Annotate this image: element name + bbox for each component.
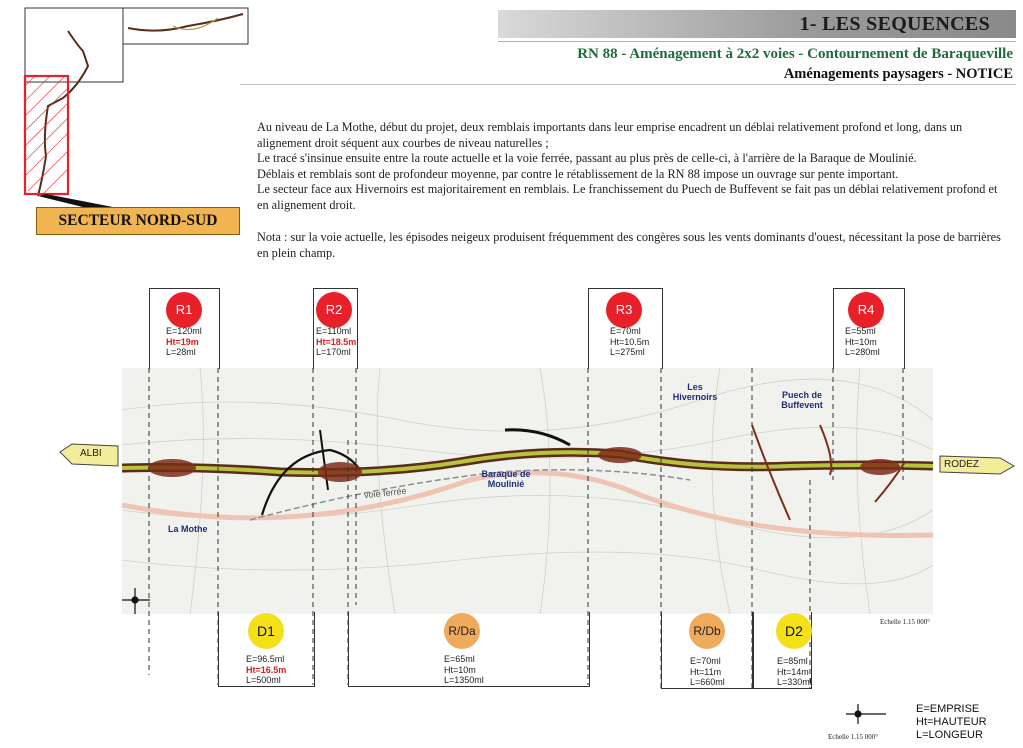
paragraph: Le secteur face aux Hivernoirs est majoritairement en remblais. Le franchissement du Puech de Buffevent se fait pas un déblai relativement profond et en alignement droit. <box>257 182 998 212</box>
remblai-badge: R1 <box>166 292 202 328</box>
stat-emprise: E=55ml <box>845 326 876 336</box>
stat-emprise: E=70ml <box>610 326 641 336</box>
location-map-thumbnail <box>8 6 250 236</box>
remblai-shape <box>148 459 196 477</box>
deblai-badge: D2 <box>776 613 812 649</box>
stat-longeur: L=280ml <box>845 347 880 357</box>
stat-hauteur: Ht=16.5m <box>246 664 287 675</box>
rodez-label: RODEZ <box>944 459 979 470</box>
place-label-hivernoirs: Les Hivernoirs <box>672 382 718 402</box>
project-subtitle: RN 88 - Aménagement à 2x2 voies - Contournement de Baraqueville <box>577 46 1013 62</box>
stat-emprise: E=120ml <box>166 326 202 336</box>
remblai-badge: R3 <box>606 292 642 328</box>
stat-longeur: L=28ml <box>166 347 196 357</box>
remblai-stats <box>166 326 202 358</box>
remblai-stats <box>316 326 356 358</box>
stat-hauteur: Ht=10.5m <box>610 336 650 347</box>
stat-emprise: E=65ml <box>444 654 475 664</box>
remblai-shape <box>598 447 642 463</box>
remblai-stats <box>610 326 649 358</box>
sector-badge: SECTEUR NORD-SUD <box>36 207 240 235</box>
title-bar <box>498 10 1016 38</box>
stat-longeur: L=170ml <box>316 347 351 357</box>
stat-hauteur: Ht=10m <box>845 336 877 347</box>
place-label-baraque: Baraque de Moulinié <box>481 469 531 489</box>
map-scale-label: Echelle 1.15 000° <box>880 618 931 626</box>
stat-longeur: L=330ml <box>777 677 812 687</box>
stat-emprise: E=110ml <box>316 326 352 336</box>
paragraph: Au niveau de La Mothe, début du projet, deux remblais importants dans leur emprise encadrent un déblai relativement profond et long, dans un alignement droit séquent aux courbes de niveau naturelles ; <box>257 120 963 150</box>
remblai-badge: R2 <box>316 292 352 328</box>
deblai-stats <box>246 654 286 686</box>
paragraph: Le tracé s'insinue ensuite entre la route actuelle et la voie ferrée, passant au plus près de celle-ci, à l'arrière de la Baraque de Moulinié. <box>257 151 917 166</box>
deblai-stats <box>777 656 812 688</box>
stat-emprise: E=70ml <box>690 656 721 666</box>
page-title: 1- LES SEQUENCES <box>799 13 990 35</box>
legend-scale-label: Echelle 1.15 000° <box>828 733 879 741</box>
stat-emprise: E=96.5ml <box>246 654 285 664</box>
stat-emprise: E=85ml <box>777 656 808 666</box>
stat-hauteur: Ht=11m <box>690 666 722 677</box>
deblai-stats <box>444 654 484 686</box>
stat-hauteur: Ht=10m <box>444 664 476 675</box>
place-label-la-mothe: La Mothe <box>168 524 208 534</box>
divider <box>498 41 1016 42</box>
place-label-voie-ferree: voie ferrée <box>363 485 407 501</box>
deblai-badge: R/Db <box>689 613 725 649</box>
description-text <box>257 120 1012 214</box>
place-label-puech: Puech de Buffevent <box>781 390 823 410</box>
legend-longeur: L=LONGEUR <box>916 729 983 741</box>
stat-hauteur: Ht=19m <box>166 336 199 347</box>
deblai-stats <box>690 656 725 688</box>
stat-longeur: L=275ml <box>610 347 645 357</box>
legend <box>916 703 987 742</box>
deblai-badge: R/Da <box>444 613 480 649</box>
remblai-stats <box>845 326 880 358</box>
stat-longeur: L=660ml <box>690 677 725 687</box>
legend-emprise: E=EMPRISE <box>916 703 980 715</box>
stat-longeur: L=1350ml <box>444 675 484 685</box>
remblai-badge: R4 <box>848 292 884 328</box>
remblai-shape <box>860 459 900 475</box>
albi-label: ALBI <box>80 448 102 459</box>
stat-hauteur: Ht=18.5m <box>316 336 357 347</box>
compass-icon <box>846 704 886 724</box>
legend-hauteur: Ht=HAUTEUR <box>916 716 987 728</box>
stat-hauteur: Ht=14m <box>777 666 809 677</box>
divider <box>240 84 1016 85</box>
stat-longeur: L=500ml <box>246 675 281 685</box>
note-text: Nota : sur la voie actuelle, les épisodes neigeux produisent fréquemment des congères sous les vents dominants d'ouest, nécessitant la pose de barrières en plein champ. <box>257 230 1001 260</box>
deblai-badge: D1 <box>248 613 284 649</box>
remblai-shape <box>318 462 362 482</box>
paragraph: Déblais et remblais sont de profondeur moyenne, par contre le rétablissement de la RN 88 impose un ouvrage sur pente important. <box>257 166 899 181</box>
document-subtitle: Aménagements paysagers - NOTICE <box>783 66 1013 82</box>
